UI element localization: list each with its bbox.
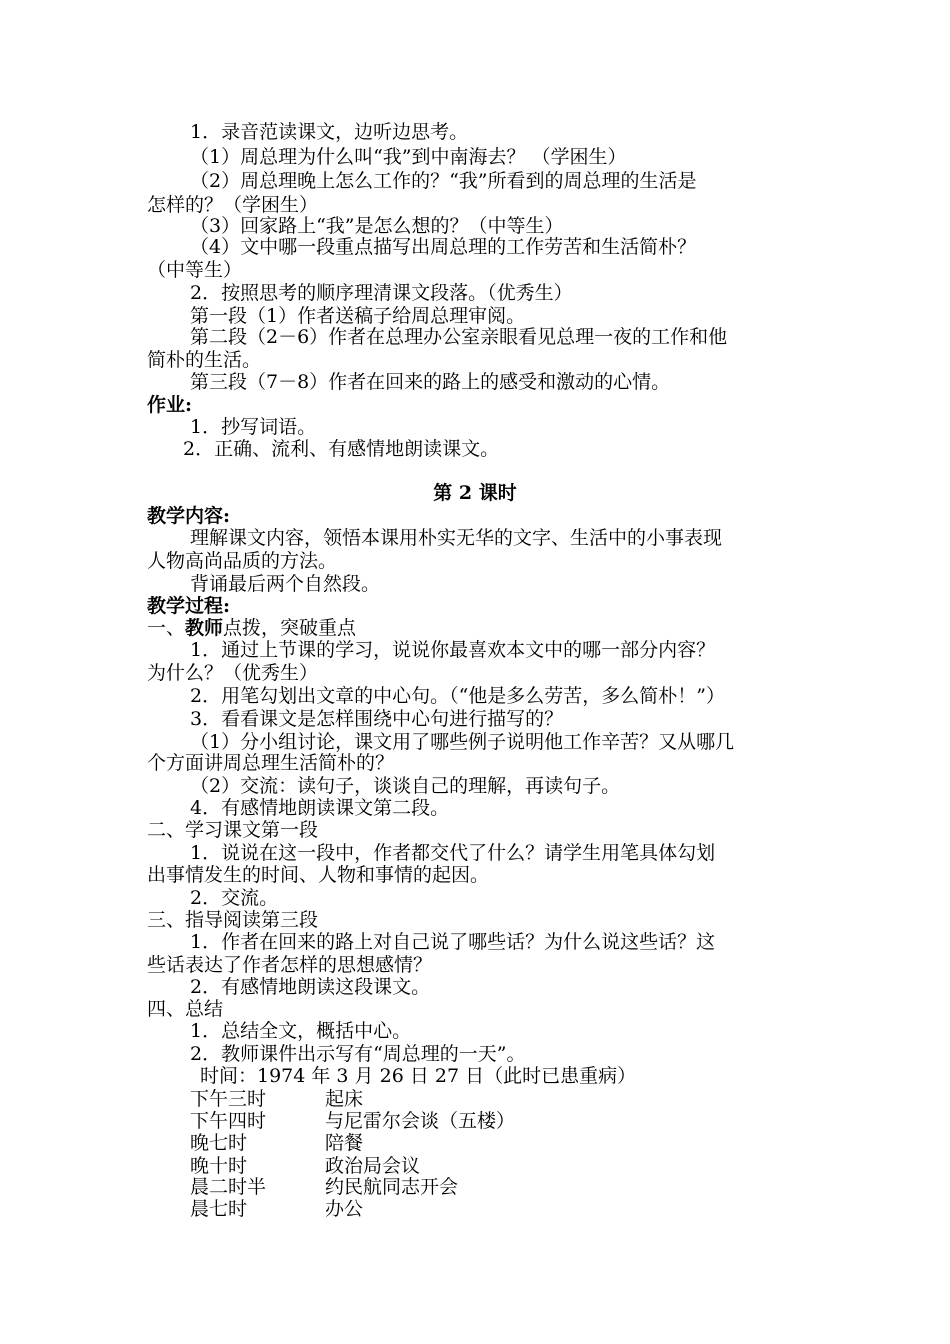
schedule-time: 下午三时 [190,1088,267,1110]
part-1-item-1-line-2: 为什么？（优秀生） [147,662,319,684]
schedule-row [190,1176,855,1199]
schedule-time: 下午四时 [190,1110,267,1132]
part-1-item-3-2: （2）交流：读句子，谈谈自己的理解，再读句子。 [190,775,621,797]
part-1-rest: 点拨，突破重点 [223,617,357,639]
part-3-item-1-line-2: 些话表达了作者怎样的思想感情？ [147,954,433,976]
schedule-row [190,1088,855,1111]
question-2-line-2: 怎样的？（学困生） [147,194,319,216]
homework-item-2: 2．正确、流利、有感情地朗读课文。 [183,438,500,460]
schedule-time: 晚十时 [190,1155,248,1177]
part-1-item-1-line-1: 1．通过上节课的学习，说说你最喜欢本文中的哪一部分内容？ [190,639,716,661]
part-3-item-1-line-1: 1．作者在回来的路上对自己说了哪些话？为什么说这些话？这 [190,931,716,953]
part-3-item-2: 2．有感情地朗读这段课文。 [190,976,431,998]
part-2-item-1-line-1: 1．说说在这一段中，作者都交代了什么？请学生用笔具体勾划 [190,842,716,864]
content-line-3: 背诵最后两个自然段。 [190,573,381,595]
paragraph-2-line-2: 简朴的生活。 [147,349,262,371]
question-2-line-1: （2）周总理晚上怎么工作的？“我”所看到的周总理的生活是 [190,170,697,192]
part-3-heading: 三、指导阅读第三段 [147,909,319,931]
part-1-item-4: 4．有感情地朗读课文第二段。 [190,797,450,819]
part-1-heading [147,617,812,640]
content-heading: 教学内容: [147,505,231,527]
content-line-1: 理解课文内容，领悟本课用朴实无华的文字、生活中的小事表现 [190,527,723,549]
schedule-row [190,1110,855,1133]
part-4-item-2: 2．教师课件出示写有“周总理的一天”。 [190,1043,526,1065]
part-2-item-2: 2．交流。 [190,887,279,909]
part-1-prefix: 一、 [147,617,186,639]
part-2-item-1-line-2: 出事情发生的时间、人物和事情的起因。 [147,864,490,886]
schedule-time: 晨七时 [190,1198,248,1220]
schedule-row [190,1155,855,1178]
process-heading: 教学过程: [147,595,231,617]
paragraph-3: 第三段（7－8）作者在回来的路上的感受和激动的心情。 [190,371,671,393]
question-1: （1）周总理为什么叫“我”到中南海去？ （学困生） [190,146,627,168]
step-2: 2．按照思考的顺序理清课文段落。（优秀生） [190,282,573,304]
schedule-time: 晨二时半 [190,1176,267,1198]
schedule-event: 陪餐 [325,1132,364,1154]
question-4-line-1: （4）文中哪一段重点描写出周总理的工作劳苦和生活简朴？ [190,236,697,258]
part-1-item-3: 3．看看课文是怎样围绕中心句进行描写的？ [190,708,564,730]
question-4-line-2: （中等生） [147,259,243,281]
part-1-item-3-1-line-2: 个方面讲周总理生活简朴的？ [147,752,395,774]
schedule-time: 晚七时 [190,1132,248,1154]
part-1-bold: 教师 [185,617,224,639]
paragraph-2-line-1: 第二段（2－6）作者在总理办公室亲眼看见总理一夜的工作和他 [190,326,728,348]
question-3: （3）回家路上“我”是怎么想的？（中等生） [190,215,564,237]
content-line-2: 人物高尚品质的方法。 [147,550,338,572]
part-4-item-1: 1．总结全文，概括中心。 [190,1020,412,1042]
schedule-event: 办公 [325,1198,364,1220]
schedule-date: 时间：1974 年 3 月 26 日 27 日（此时已患重病） [200,1065,637,1087]
schedule-event: 政治局会议 [325,1155,421,1177]
step-1: 1．录音范读课文，边听边思考。 [190,121,469,143]
lesson-title: 第 2 课时 [433,482,517,504]
schedule-event: 与尼雷尔会谈（五楼） [325,1110,516,1132]
part-2-heading: 二、学习课文第一段 [147,819,319,841]
schedule-event: 约民航同志开会 [325,1176,459,1198]
paragraph-1: 第一段（1）作者送稿子给周总理审阅。 [190,305,526,327]
part-4-heading: 四、总结 [147,998,224,1020]
schedule-row [190,1198,855,1221]
homework-heading: 作业: [147,394,193,416]
part-1-item-3-1-line-1: （1）分小组讨论，课文用了哪些例子说明他工作辛苦？又从哪几 [190,731,735,753]
schedule-event: 起床 [325,1088,364,1110]
part-1-item-2: 2．用笔勾划出文章的中心句。（“他是多么劳苦，多么简朴！”） [190,685,726,707]
schedule-row [190,1132,855,1155]
homework-item-1: 1．抄写词语。 [190,416,317,438]
